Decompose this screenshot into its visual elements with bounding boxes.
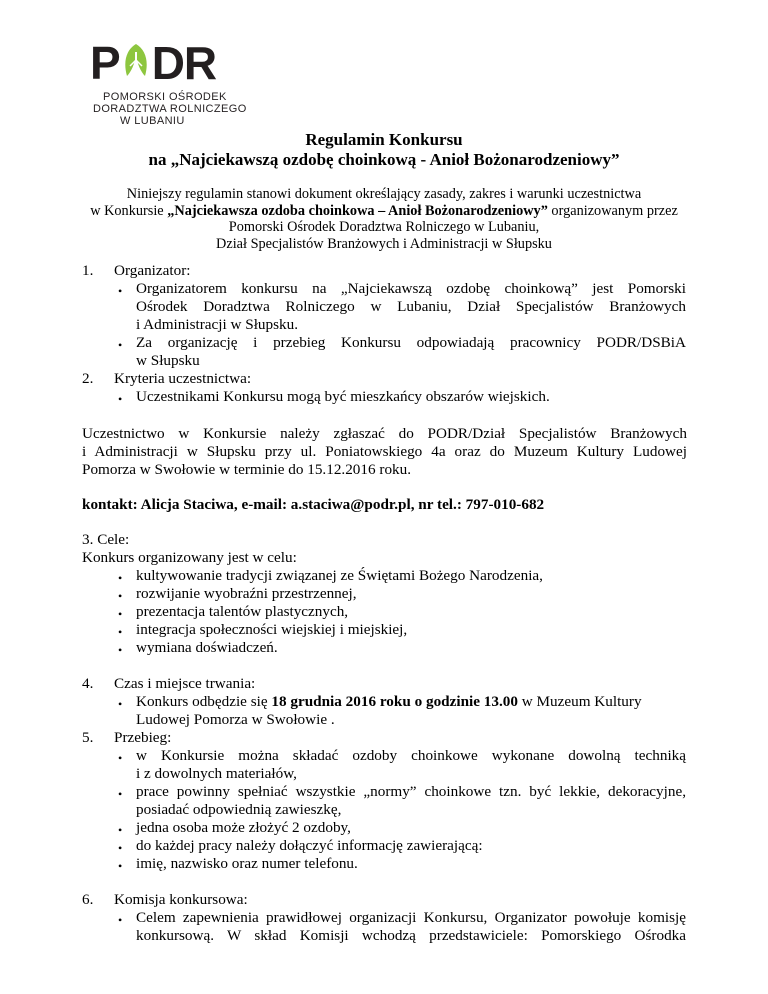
bullet-icon: • — [118, 589, 123, 603]
logo-line2: DORADZTWA ROLNICZEGO — [93, 103, 247, 115]
logo-letters — [90, 37, 217, 89]
section5-item4: do każdej pracy należy dołączyć informację zawierającą: — [136, 837, 483, 854]
section6-title: Komisja konkursowa: — [114, 891, 248, 908]
bullet-icon: • — [118, 697, 123, 711]
section1-number: 1. — [82, 262, 94, 279]
section3-item: wymiana doświadczeń. — [136, 639, 278, 656]
intro-line3: Pomorski Ośrodek Doradztwa Rolniczego w Lubaniu, — [228, 219, 540, 235]
section6-item1-line1: Celem zapewnienia prawidłowej organizacji Konkursu, Organizator powołuje komisję — [136, 909, 686, 926]
contact-line: kontakt: Alicja Staciwa, e-mail: a.staciwa@podr.pl, nr tel.: 797-010-682 — [82, 496, 545, 513]
participation-line3: Pomorza w Swołowie w terminie do 15.12.2016 roku. — [82, 461, 412, 478]
section5-item1-line2: i z dowolnych materiałów, — [136, 765, 297, 782]
section4-number: 4. — [82, 675, 94, 692]
section1-item1-line3: i Administracji w Słupsku. — [136, 316, 299, 333]
bullet-icon: • — [118, 284, 123, 298]
bullet-icon: • — [118, 859, 123, 873]
podr-logo — [90, 37, 260, 127]
section3-title: 3. Cele: — [82, 531, 130, 548]
intro-line2: w Konkursie „Najciekawsza ozdoba choinkowa – Anioł Bożonarodzeniowy” organizowanym przez — [90, 202, 678, 219]
section3-item: integracja społeczności wiejskiej i miejskiej, — [136, 621, 408, 638]
section1-item2-line2: w Słupsku — [136, 352, 200, 369]
bullet-icon: • — [118, 643, 123, 657]
section4-title: Czas i miejsce trwania: — [114, 675, 256, 692]
section1-title: Organizator: — [114, 262, 191, 279]
wheat-leaf-icon — [121, 42, 151, 82]
logo-line3: W LUBANIU — [120, 115, 185, 127]
participation-line1: Uczestnictwo w Konkursie należy zgłaszać do PODR/Dział Specjalistów Branżowych — [82, 425, 687, 442]
bullet-icon: • — [118, 841, 123, 855]
intro-line4: Dział Specjalistów Branżowych i Administracji w Słupsku — [216, 235, 552, 252]
intro-paragraph — [0, 186, 768, 252]
logo-letter-p: P — [90, 37, 120, 89]
section1-item1-line1: Organizatorem konkursu na „Najciekawszą ozdobę choinkową” jest Pomorski — [136, 280, 686, 297]
section3-item: prezentacja talentów plastycznych, — [136, 603, 349, 620]
section1-item2-line1: Za organizację i przebieg Konkursu odpowiadają pracownicy PODR/DSBiA — [136, 334, 686, 351]
intro-line1: Niniejszy regulamin stanowi dokument określający zasady, zakres i warunki uczestnictwa — [126, 186, 642, 202]
section2-item1: Uczestnikami Konkursu mogą być mieszkańcy obszarów wiejskich. — [136, 388, 550, 405]
section3-item: rozwijanie wyobraźni przestrzennej, — [136, 585, 357, 602]
bullet-icon: • — [118, 787, 123, 801]
logo-letters-dr: DR — [151, 37, 217, 89]
logo-line1: POMORSKI OŚRODEK — [103, 91, 227, 103]
section5-item5: imię, nazwisko oraz numer telefonu. — [136, 855, 358, 872]
bullet-icon: • — [118, 338, 123, 352]
section3-lead: Konkurs organizowany jest w celu: — [82, 549, 297, 566]
event-datetime: 18 grudnia 2016 roku o godzinie 13.00 — [271, 693, 518, 710]
bullet-icon: • — [118, 392, 123, 406]
section5-item2-line2: posiadać odpowiednią zawieszkę, — [136, 801, 342, 818]
section5-number: 5. — [82, 729, 94, 746]
section2-number: 2. — [82, 370, 94, 387]
section3-item: kultywowanie tradycji związanej ze Świętami Bożego Narodzenia, — [136, 567, 543, 584]
section5-item2-line1: prace powinny spełniać wszystkie „normy” choinkowe tzn. być lekkie, dekoracyjne, — [136, 783, 686, 800]
contest-name: „Najciekawsza ozdoba choinkowa – Anioł Bożonarodzeniowy” — [167, 202, 548, 219]
section5-title: Przebieg: — [114, 729, 172, 746]
section4-item1-line2: Ludowej Pomorza w Swołowie . — [136, 711, 335, 728]
bullet-icon: • — [118, 913, 123, 927]
section5-item3: jedna osoba może złożyć 2 ozdoby, — [136, 819, 351, 836]
section6-item1-line2: konkursową. W skład Komisji wchodzą przedstawiciele: Pomorskiego Ośrodka — [136, 927, 686, 944]
bullet-icon: • — [118, 625, 123, 639]
bullet-icon: • — [118, 571, 123, 585]
section6-number: 6. — [82, 891, 94, 908]
section2-title: Kryteria uczestnictwa: — [114, 370, 252, 387]
section4-item1-line1: Konkurs odbędzie się 18 grudnia 2016 roku o godzinie 13.00 w Muzeum Kultury — [136, 693, 642, 710]
bullet-icon: • — [118, 823, 123, 837]
bullet-icon: • — [118, 607, 123, 621]
participation-line2: i Administracji w Słupsku przy ul. Poniatowskiego 4a oraz do Muzeum Kultury Ludowej — [82, 443, 687, 460]
document-title: Regulamin Konkursu — [305, 130, 463, 149]
section1-item1-line2: Ośrodek Doradztwa Rolniczego w Lubaniu, Dział Specjalistów Branżowych — [136, 298, 686, 315]
document-subtitle: na „Najciekawszą ozdobę choinkową - Anioł Bożonarodzeniowy” — [148, 150, 620, 169]
section5-item1-line1: w Konkursie można składać ozdoby choinkowe wykonane dowolną techniką — [136, 747, 686, 764]
bullet-icon: • — [118, 751, 123, 765]
